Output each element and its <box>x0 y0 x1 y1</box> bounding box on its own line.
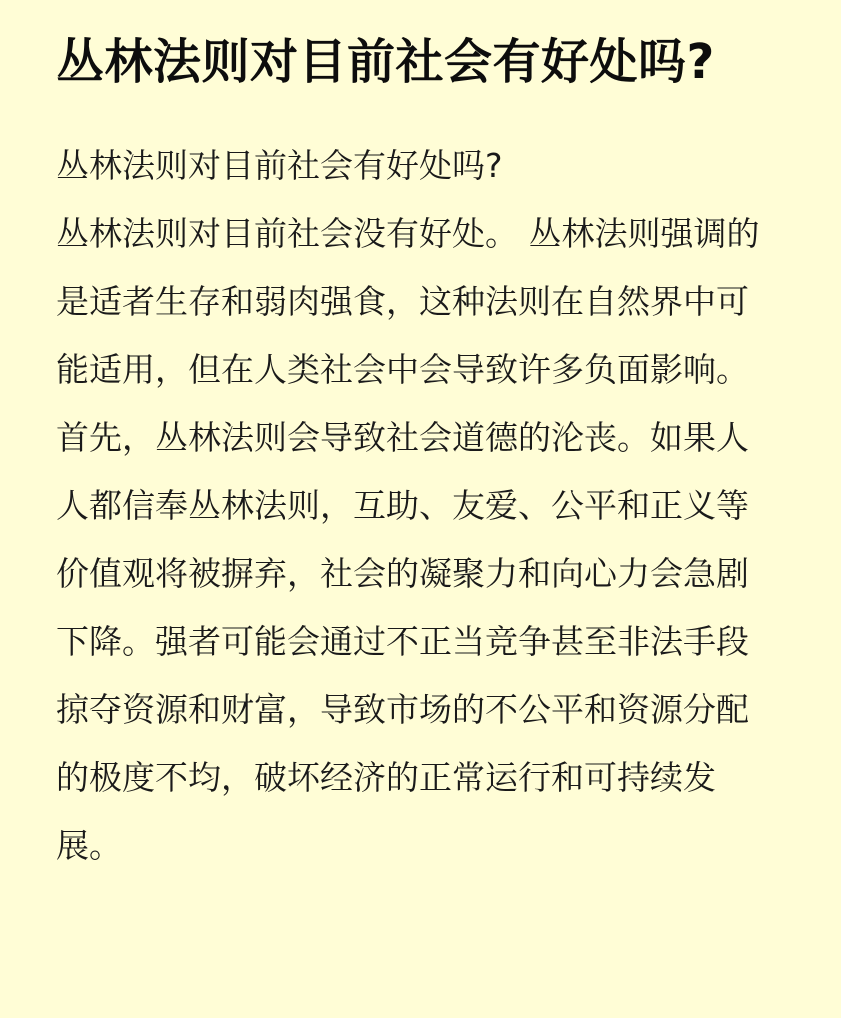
article-paragraph-answer: 丛林法则对目前社会没有好处。 丛林法则强调的是适者生存和弱肉强食，这种法则在自然界中可能适用，但在人类社会中会导致许多负面影响。 <box>56 214 760 389</box>
article-title: 丛林法则对目前社会有好处吗? <box>56 34 715 90</box>
article-body <box>56 132 781 880</box>
article-paragraph-first-point: 首先，丛林法则会导致社会道德的沦丧。如果人人都信奉丛林法则，互助、友爱、公平和正义等价值观将被摒弃，社会的凝聚力和向心力会急剧下降。强者可能会通过不正当竞争甚至非法手段掠夺资源和财富，导致市场的不公平和资源分配的极度不均，破坏经济的正常运行和可持续发展。 <box>56 418 749 865</box>
article-question: 丛林法则对目前社会有好处吗? <box>56 146 503 185</box>
